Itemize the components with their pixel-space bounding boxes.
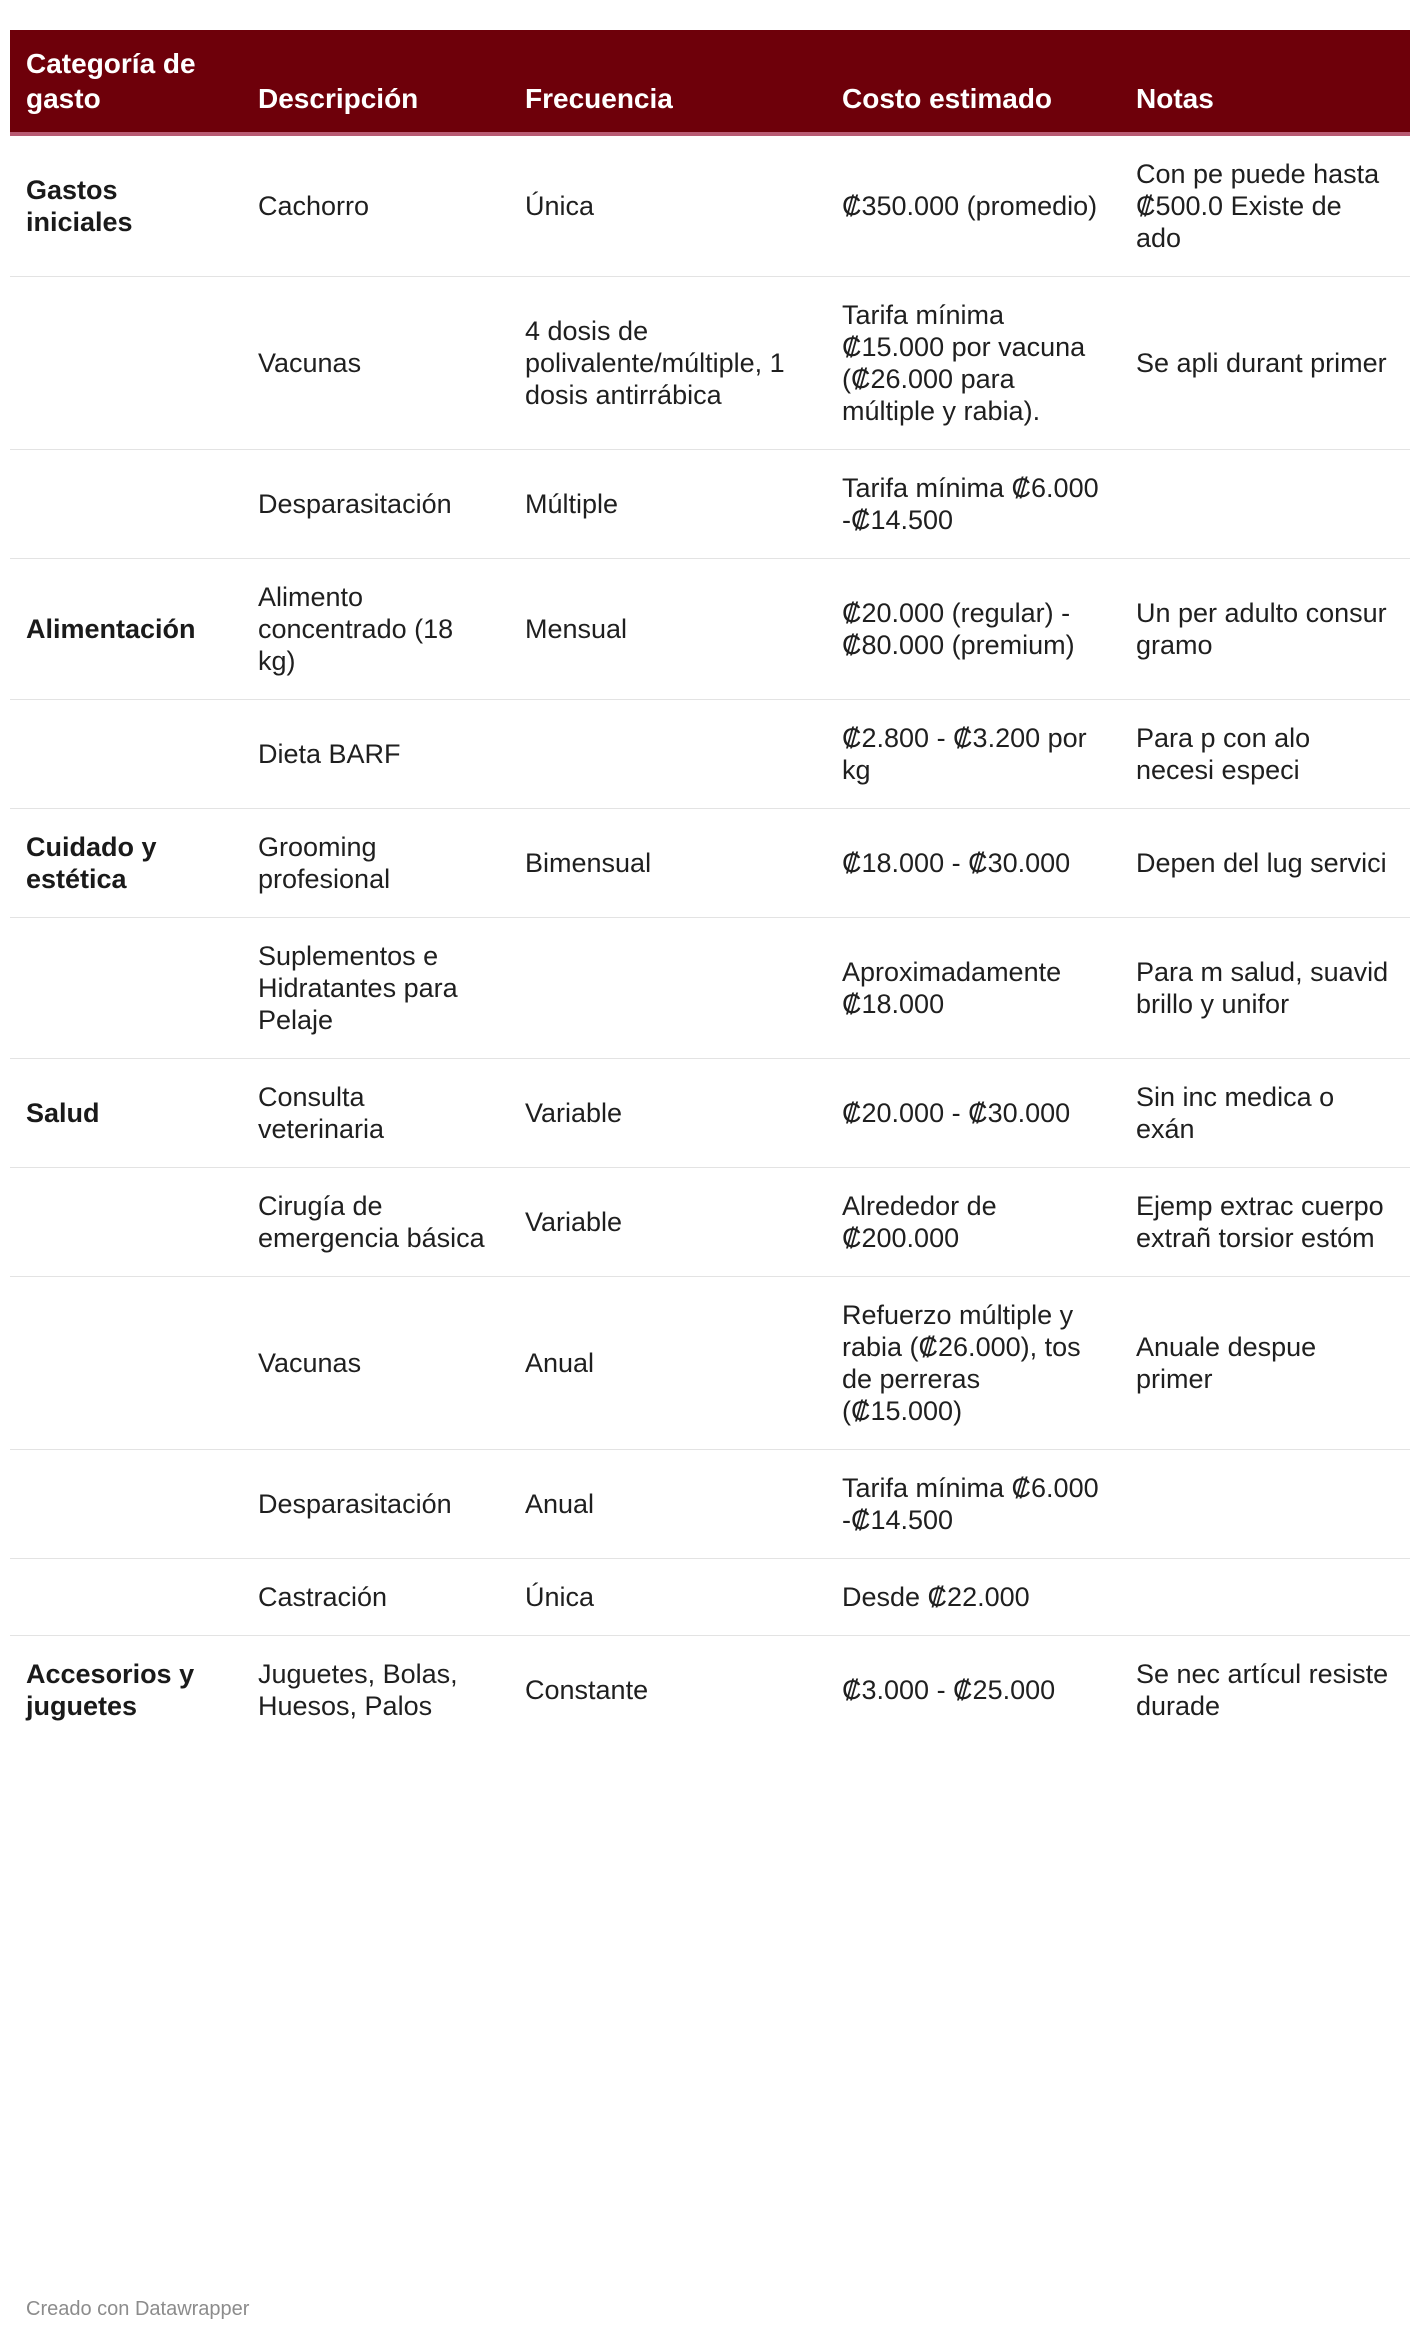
cell-description: Desparasitación: [242, 450, 509, 559]
cell-frequency: [509, 700, 826, 809]
cell-category: Gastos iniciales: [10, 134, 242, 277]
cell-notes: Con pe puede hasta ₡500.0 Existe de ado: [1120, 134, 1410, 277]
cell-cost: Desde ₡22.000: [826, 1559, 1120, 1636]
cell-notes: Un per adulto consur gramo: [1120, 559, 1410, 700]
cell-cost: ₡20.000 (regular) - ₡80.000 (premium): [826, 559, 1120, 700]
expense-table: [10, 30, 1410, 1744]
cell-notes: [1120, 450, 1410, 559]
cell-frequency: 4 dosis de polivalente/múltiple, 1 dosis antirrábica: [509, 277, 826, 450]
cell-category: [10, 277, 242, 450]
table-header: [10, 30, 1410, 134]
cell-cost: Alrededor de ₡200.000: [826, 1168, 1120, 1277]
cell-cost: ₡3.000 - ₡25.000: [842, 1675, 1056, 1705]
table-row: [10, 277, 1410, 450]
cell-category: [10, 450, 242, 559]
cell-description: Alimento concentrado (18 kg): [242, 559, 509, 700]
cell-cost: Refuerzo múltiple y rabia (₡26.000), tos de perreras (₡15.000): [826, 1277, 1120, 1450]
cell-frequency: Única: [509, 134, 826, 277]
cell-category: [10, 700, 242, 809]
cell-notes: Anuale despue primer: [1120, 1277, 1410, 1450]
cell-frequency: Bimensual: [509, 809, 826, 918]
cell-description: Vacunas: [242, 277, 509, 450]
footer-credit[interactable]: Creado con Datawrapper: [26, 2298, 250, 2320]
cell-category: [10, 1450, 242, 1559]
cell-category: [10, 918, 242, 1059]
cell-frequency: Variable: [509, 1168, 826, 1277]
cell-cost: ₡2.800 - ₡3.200 por kg: [826, 700, 1120, 809]
cell-frequency: Constante: [525, 1675, 649, 1705]
header-frequency: Frecuencia: [509, 30, 826, 134]
cell-category: [10, 1168, 242, 1277]
expense-table-container: [10, 30, 1389, 1744]
cell-notes: [1120, 1450, 1410, 1559]
cell-frequency: Única: [509, 1559, 826, 1636]
cell-description: Dieta BARF: [242, 700, 509, 809]
cell-cost: Tarifa mínima ₡15.000 por vacuna (₡26.000 para múltiple y rabia).: [826, 277, 1120, 450]
cell-description: Consulta veterinaria: [242, 1059, 509, 1168]
cell-frequency: Variable: [509, 1059, 826, 1168]
cell-notes: Depen del lug servici: [1120, 809, 1410, 918]
cell-category: Salud: [10, 1059, 242, 1168]
table-row: [10, 450, 1410, 559]
cell-notes: Para m salud, suavid brillo y unifor: [1120, 918, 1410, 1059]
table-row: [10, 1559, 1410, 1636]
cell-frequency: Anual: [509, 1277, 826, 1450]
cell-notes: [1120, 1559, 1410, 1636]
cell-description: Vacunas: [242, 1277, 509, 1450]
table-body: [10, 134, 1410, 1744]
table-row: [10, 134, 1410, 277]
table-row: [10, 700, 1410, 809]
cell-notes: Sin inc medica o exán: [1120, 1059, 1410, 1168]
cell-frequency: Anual: [509, 1450, 826, 1559]
table-row: [10, 1168, 1410, 1277]
cell-notes: Ejemp extrac cuerpo extrañ torsior estóm: [1120, 1168, 1410, 1277]
cell-cost: ₡350.000 (promedio): [826, 134, 1120, 277]
table-row: [10, 1059, 1410, 1168]
table-row: [10, 918, 1410, 1059]
cell-frequency: [509, 918, 826, 1059]
header-cost: Costo estimado: [826, 30, 1120, 134]
cell-category: [10, 1277, 242, 1450]
cell-description: Juguetes, Bolas, Huesos, Palos: [258, 1659, 458, 1721]
header-description: Descripción: [242, 30, 509, 134]
cell-description: Cachorro: [242, 134, 509, 277]
header-category: Categoría de gasto: [10, 30, 242, 134]
cell-notes: Para p con alo necesi especi: [1120, 700, 1410, 809]
cell-category: Cuidado y estética: [10, 809, 242, 918]
table-row: [10, 559, 1410, 700]
cell-description: Suplementos e Hidratantes para Pelaje: [242, 918, 509, 1059]
table-row: [10, 1636, 1410, 1745]
cell-cost: ₡18.000 - ₡30.000: [826, 809, 1120, 918]
cell-cost: ₡20.000 - ₡30.000: [826, 1059, 1120, 1168]
table-row: [10, 1450, 1410, 1559]
cell-description: Desparasitación: [242, 1450, 509, 1559]
cell-category: Alimentación: [10, 559, 242, 700]
cell-cost: Aproximadamente ₡18.000: [826, 918, 1120, 1059]
cell-cost: Tarifa mínima ₡6.000 -₡14.500: [826, 1450, 1120, 1559]
cell-notes: Se apli durant primer: [1120, 277, 1410, 450]
header-notes: Notas: [1120, 30, 1410, 134]
cell-description: Grooming profesional: [242, 809, 509, 918]
cell-category: [10, 1559, 242, 1636]
table-row: [10, 1277, 1410, 1450]
cell-notes: Se nec artícul resiste durade: [1136, 1659, 1389, 1721]
cell-cost: Tarifa mínima ₡6.000 -₡14.500: [826, 450, 1120, 559]
cell-frequency: Mensual: [509, 559, 826, 700]
cell-description: Castración: [242, 1559, 509, 1636]
cell-frequency: Múltiple: [509, 450, 826, 559]
cell-description: Cirugía de emergencia básica: [242, 1168, 509, 1277]
table-row: [10, 809, 1410, 918]
cell-category: Accesorios y juguetes: [26, 1659, 195, 1721]
